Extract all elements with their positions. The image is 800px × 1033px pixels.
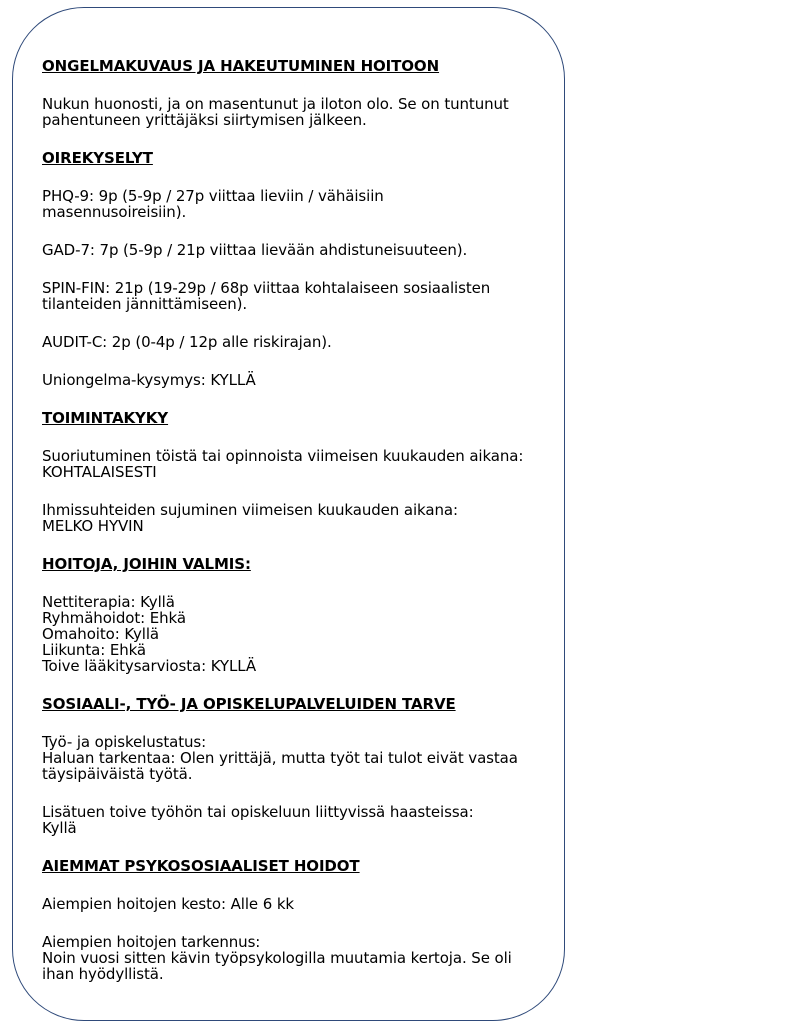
paragraph: [42, 896, 552, 912]
text-line: Työ- ja opiskelustatus:: [42, 733, 207, 751]
paragraph: [42, 804, 552, 836]
paragraph: [42, 934, 552, 982]
document-content: [42, 58, 552, 1004]
text-line: Aiempien hoitojen tarkennus:: [42, 933, 261, 951]
text-line: Kyllä: [42, 819, 77, 837]
text-line: MELKO HYVIN: [42, 517, 144, 535]
paragraph: [42, 96, 552, 128]
text-line: Lisätuen toive työhön tai opiskeluun liittyvissä haasteissa:: [42, 803, 474, 821]
text-line: tilanteiden jännittämiseen).: [42, 295, 248, 313]
paragraph: [42, 280, 552, 312]
text-line: Suoriutuminen töistä tai opinnoista viimeisen kuukauden aikana:: [42, 447, 524, 465]
paragraph: [42, 242, 552, 258]
text-line: Haluan tarkentaa: Olen yrittäjä, mutta työt tai tulot eivät vastaa: [42, 749, 518, 767]
text-line: Liikunta: Ehkä: [42, 641, 147, 659]
text-line: Uniongelma-kysymys: KYLLÄ: [42, 371, 256, 389]
text-line: Nettiterapia: Kyllä: [42, 593, 175, 611]
text-line: pahentuneen yrittäjäksi siirtymisen jälkeen.: [42, 111, 367, 129]
text-line: Ihmissuhteiden sujuminen viimeisen kuukauden aikana:: [42, 501, 458, 519]
text-line: KOHTALAISESTI: [42, 463, 157, 481]
text-line: Noin vuosi sitten kävin työpsykologilla muutamia kertoja. Se oli: [42, 949, 512, 967]
section-heading: HOITOJA, JOIHIN VALMIS:: [42, 555, 251, 573]
text-line: Omahoito: Kyllä: [42, 625, 159, 643]
section-heading: OIREKYSELYT: [42, 149, 153, 167]
text-line: Toive lääkitysarviosta: KYLLÄ: [42, 657, 256, 675]
text-line: Aiempien hoitojen kesto: Alle 6 kk: [42, 895, 294, 913]
section-heading: ONGELMAKUVAUS JA HAKEUTUMINEN HOITOON: [42, 57, 440, 75]
section-heading: SOSIAALI-, TYÖ- JA OPISKELUPALVELUIDEN TARVE: [42, 695, 456, 713]
text-line: PHQ-9: 9p (5-9p / 27p viittaa lieviin / vähäisiin: [42, 187, 384, 205]
text-line: SPIN-FIN: 21p (19-29p / 68p viittaa kohtalaiseen sosiaalisten: [42, 279, 491, 297]
text-line: Nukun huonosti, ja on masentunut ja iloton olo. Se on tuntunut: [42, 95, 509, 113]
paragraph: [42, 594, 552, 674]
paragraph: [42, 334, 552, 350]
section-heading: AIEMMAT PSYKOSOSIAALISET HOIDOT: [42, 857, 360, 875]
section-heading: TOIMINTAKYKY: [42, 409, 169, 427]
text-line: Ryhmähoidot: Ehkä: [42, 609, 186, 627]
paragraph: [42, 372, 552, 388]
text-line: GAD-7: 7p (5-9p / 21p viittaa lievään ahdistuneisuuteen).: [42, 241, 468, 259]
text-line: täysipäiväistä työtä.: [42, 765, 193, 783]
paragraph: [42, 448, 552, 480]
paragraph: [42, 734, 552, 782]
paragraph: [42, 188, 552, 220]
text-line: ihan hyödyllistä.: [42, 965, 164, 983]
text-line: AUDIT-C: 2p (0-4p / 12p alle riskirajan).: [42, 333, 332, 351]
text-line: masennusoireisiin).: [42, 203, 187, 221]
paragraph: [42, 502, 552, 534]
